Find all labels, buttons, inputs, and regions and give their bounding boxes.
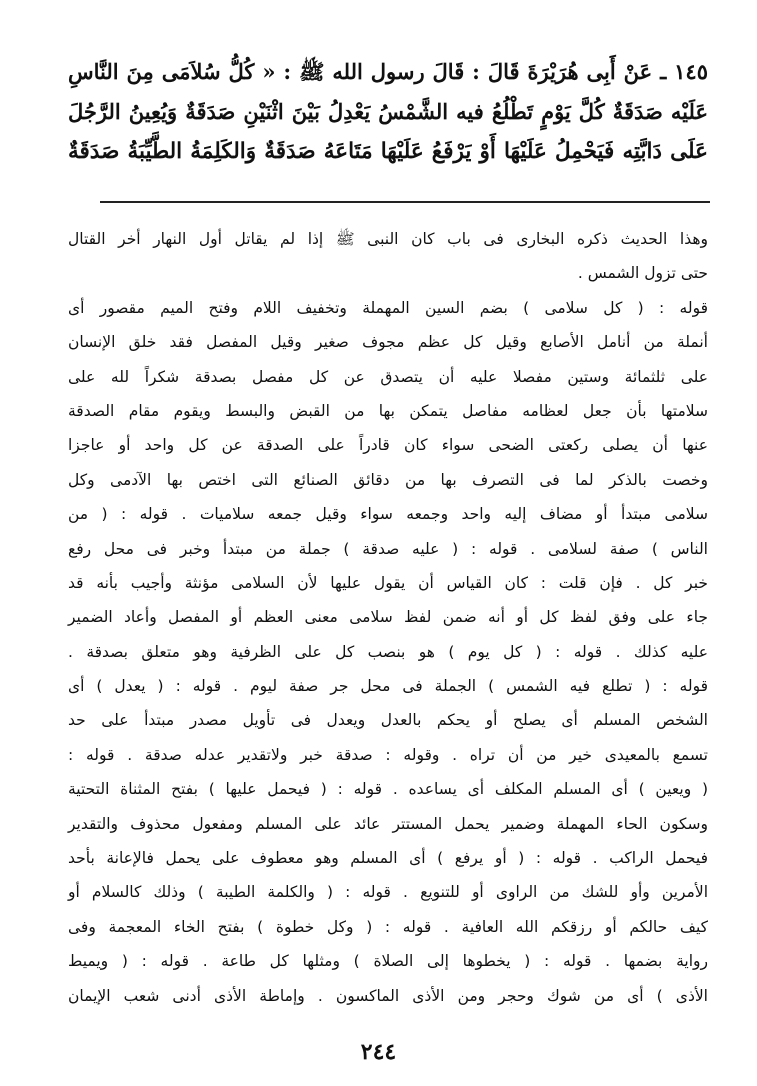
- commentary-line: الناس ) صفة لسلامى . قوله : ( عليه صدقة ) جملة من مبتدأ وخبر فى محل رفع: [68, 539, 708, 558]
- commentary-line: على ثلثمائة وستين مفصلا عليه أن يتصدق عن كل مفصل بصدقة شكراً لله على: [68, 367, 708, 386]
- commentary-line: وسكون الحاء المهملة وضمير يحمل المستتر عائد على المسلم ومفعول محذوف والتقدير: [68, 814, 708, 833]
- hadith-text: [68, 52, 708, 172]
- section-divider: [100, 201, 710, 203]
- commentary-line: تسمع بالمعيدى خير من أن تراه . وقوله : صدقة خبر ولاتقدير عدله صدقة . قوله :: [68, 745, 708, 764]
- commentary-line: الأذى ) أى من شوك وحجر ومن الأذى الماكسون . وإماطة الأذى أدنى شعب الإيمان: [68, 986, 708, 1005]
- commentary-line: وهذا الحديث ذكره البخارى فى باب كان النبى ﷺ إذا لم يقاتل أول النهار أخر القتال: [68, 230, 708, 248]
- commentary-line: عنها أن يصلى ركعتى الضحى سواء كان قادراً على الصدقة عن كل واحد أو عاجزا: [68, 436, 708, 455]
- commentary-line: عليه كذلك . قوله : ( كل يوم ) هو بنصب كل على الظرفية وهو متعلق بصدقة .: [68, 642, 708, 661]
- commentary-line: حتى تزول الشمس .: [577, 264, 708, 283]
- commentary-line: قوله : ( تطلع فيه الشمس ) الجملة فى محل جر صفة ليوم . قوله : ( يعدل ) أى: [68, 677, 708, 696]
- commentary-line: رواية بضمها . قوله : ( يخطوها إلى الصلاة ) ومثلها كل طاعة . قوله : ( ويميط: [68, 952, 708, 971]
- commentary-line: خبر كل . فإن قلت : كان القياس أن يقول عليها لأن السلامى مؤنثة وأجيب بأنه قد: [68, 573, 708, 592]
- commentary-text: [68, 222, 708, 1013]
- commentary-line: فيحمل الراكب . قوله : ( أو يرفع ) أى المسلم وهو معطوف على يحمل فالإعانة بأحد: [68, 849, 708, 868]
- commentary-line: سلامتها بأن جعل لعظامه مفاصل يتمكن بها من القبض والبسط ويقوم مقام الصدقة: [68, 401, 708, 420]
- commentary-line: سلامى مبتدأ أو مضاف إليه واحد وجمعه سواء وقيل جمعه سلاميات . قوله : ( من: [68, 505, 708, 524]
- commentary-line: جاء على وفق لفظ كل أو أنه ضمن لفظ سلامى معنى العظم أو المفصل وأعاد الضمير: [68, 608, 708, 627]
- hadith-line: ١٤٥ ـ عَنْ أَبِى هُرَيْرَةَ قَالَ : قَالَ رسول الله ﷺ : « كُلُّ سُلاَمَى مِنَ النَّاسِ: [68, 59, 708, 84]
- commentary-line: الشخص المسلم أى يصلح أو يحكم بالعدل ويعدل فى تأويل مصدر مبتدأ على حد: [68, 711, 708, 730]
- commentary-line: الأمرين وأو للشك من الراوى أو للتنويع . قوله : ( والكلمة الطيبة ) وذلك كالسلام أو: [68, 883, 708, 902]
- commentary-line: قوله : ( كل سلامى ) بضم السين المهملة وتخفيف اللام وفتح الميم مقصور أى: [68, 298, 708, 317]
- page-number: ٢٤٤: [360, 1039, 397, 1065]
- hadith-line: عَلَيْه صَدَقَةٌ كُلَّ يَوْمٍ تَطْلُعُ فيه الشَّمْسُ يَعْدِلُ بَيْنَ اثْنَيْنِ صَدَقَةٌ وَيُعِينُ الرَّجُلَ: [68, 99, 708, 124]
- commentary-line: ( ويعين ) أى المسلم المكلف أى يساعده . قوله : ( فيحمل عليها ) بفتح المثناة التحتية: [68, 780, 708, 799]
- commentary-line: كيف حالكم أو رزقكم الله العافية . قوله : ( وكل خطوة ) بفتح الخاء المعجمة وفى: [68, 917, 708, 936]
- hadith-line: عَلَى دَابَّتِه فَيَحْمِلُ عَلَيْهَا أَوْ يَرْفَعُ عَلَيْهَا مَتَاعَهُ صَدَقَةٌ وَالكَلِمَةُ الطَّيِّبَةُ صَدَقَةٌ: [68, 139, 708, 164]
- commentary-line: وخصت بالذكر لما فى التصرف بها من دقائق الصنائع التى اختص بها الآدمى وكل: [68, 470, 708, 489]
- commentary-line: أنملة من أنامل الأصابع وقيل كل عظم مجوف صغير وقيل المفصل فقد خلق الإنسان: [68, 333, 708, 352]
